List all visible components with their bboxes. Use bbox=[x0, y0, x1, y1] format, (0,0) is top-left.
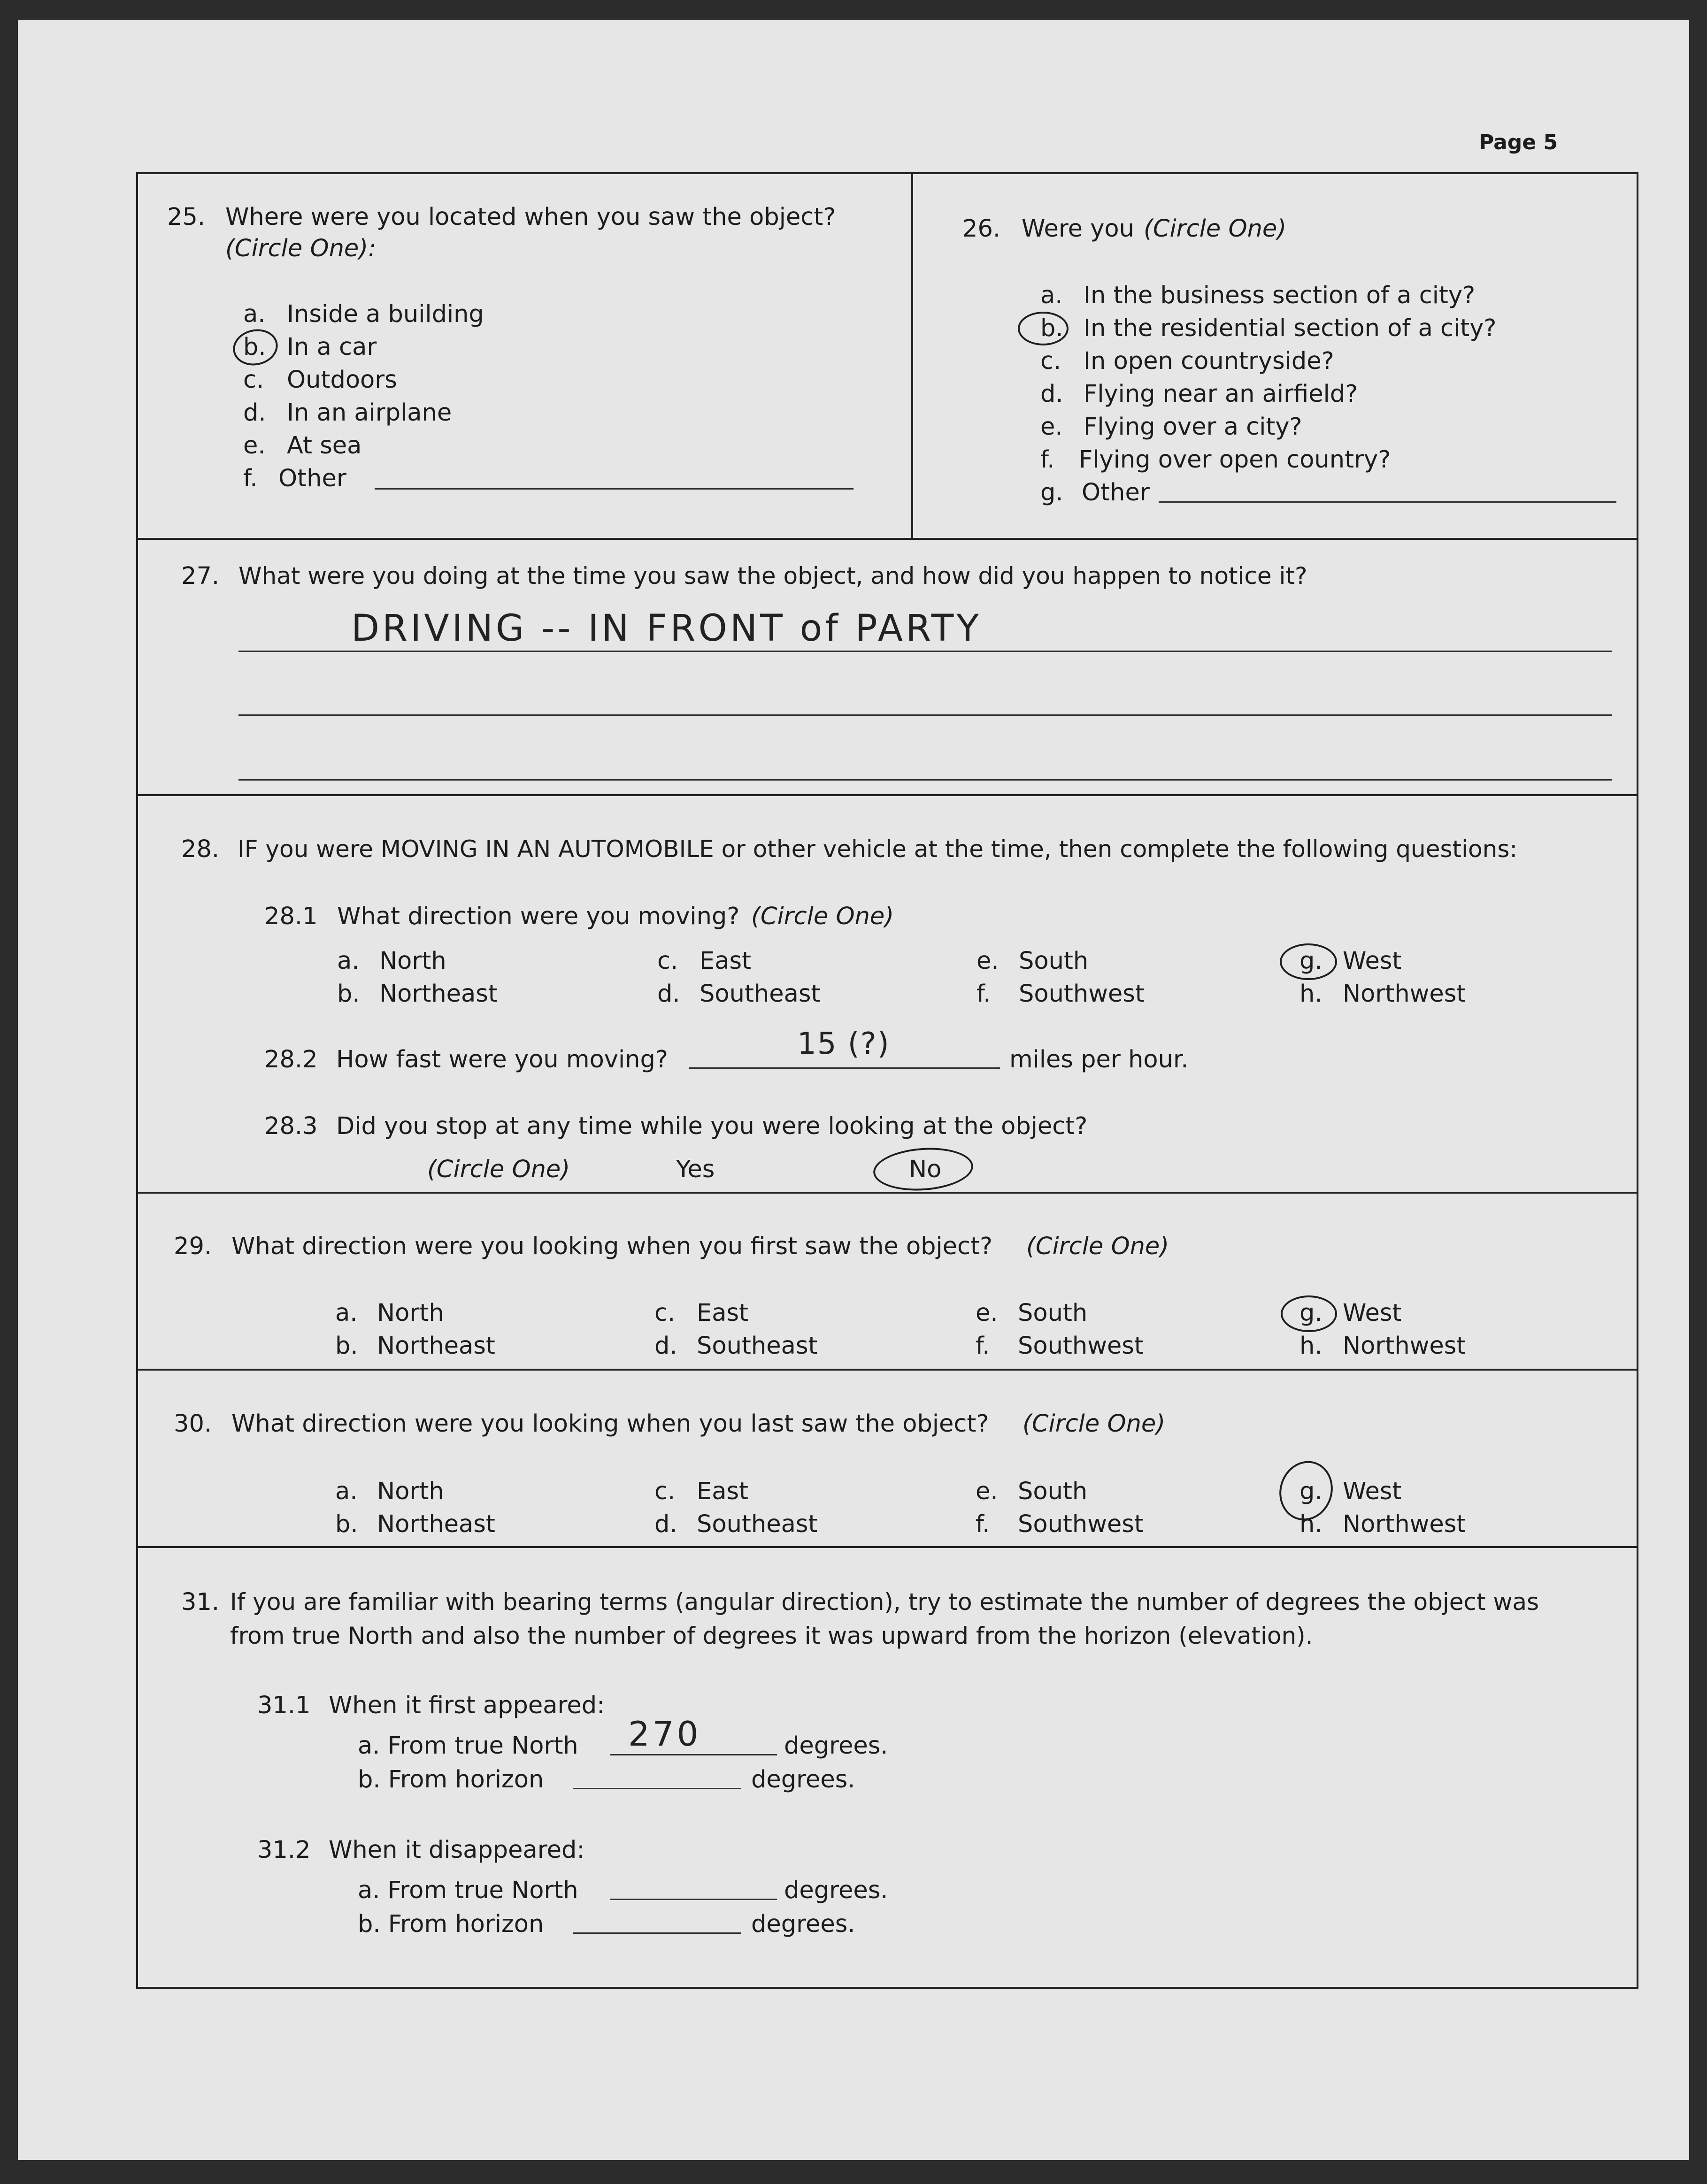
q25-option-letter: d. bbox=[243, 399, 266, 427]
q26-option-text[interactable]: In the business section of a city? bbox=[1084, 282, 1476, 309]
q26-option-text[interactable]: Flying over open country? bbox=[1079, 446, 1391, 474]
q26-option-letter: f. bbox=[1040, 446, 1055, 474]
q28-1-selection-circle bbox=[1280, 943, 1337, 980]
q28-option-text[interactable]: Northwest bbox=[1343, 980, 1466, 1008]
q26-option-text[interactable]: Flying near an airfield? bbox=[1084, 380, 1358, 408]
q28-1-text: What direction were you moving? bbox=[337, 903, 740, 930]
q28-1-instruction: (Circle One) bbox=[751, 903, 894, 930]
divider-30 bbox=[136, 1369, 1638, 1371]
q31-2-b-degrees: degrees. bbox=[751, 1910, 855, 1938]
q31-2-a-label: a. From true North bbox=[358, 1877, 578, 1904]
q28-2-handwritten-answer[interactable]: 15 (?) bbox=[797, 1027, 890, 1061]
q26-option-letter: e. bbox=[1040, 413, 1063, 441]
q30-option-letter: d. bbox=[654, 1510, 677, 1538]
q26-number: 26. bbox=[962, 215, 1001, 243]
q28-2-suffix: miles per hour. bbox=[1009, 1046, 1189, 1073]
q28-option-text[interactable]: South bbox=[1019, 947, 1089, 975]
q26-option-letter: a. bbox=[1040, 282, 1063, 309]
q31-2-a-blank[interactable] bbox=[610, 1899, 777, 1900]
frame-bottom bbox=[136, 1987, 1638, 1989]
q26-option-text[interactable]: Other bbox=[1082, 479, 1150, 506]
q29-option-letter: c. bbox=[654, 1299, 676, 1327]
q30-option-text[interactable]: West bbox=[1343, 1478, 1402, 1505]
q29-option-text[interactable]: East bbox=[697, 1299, 749, 1327]
q27-answer-line-3[interactable] bbox=[238, 779, 1612, 781]
q30-option-text[interactable]: Northeast bbox=[377, 1510, 495, 1538]
q29-option-text[interactable]: Northwest bbox=[1343, 1332, 1466, 1360]
q29-option-text[interactable]: South bbox=[1018, 1299, 1088, 1327]
q28-2-answer-blank[interactable] bbox=[689, 1067, 1000, 1069]
q25-option-text[interactable]: At sea bbox=[287, 432, 362, 460]
q30-option-letter: f. bbox=[976, 1510, 990, 1538]
q29-selection-circle bbox=[1281, 1295, 1337, 1332]
q28-option-text[interactable]: West bbox=[1343, 947, 1402, 975]
q31-1-a-handwritten-answer[interactable]: 270 bbox=[628, 1714, 701, 1754]
q29-option-text[interactable]: Southeast bbox=[697, 1332, 818, 1360]
q26-instruction: (Circle One) bbox=[1144, 215, 1287, 243]
q25-option-letter: b. bbox=[243, 333, 266, 361]
q25-text: Where were you located when you saw the object? bbox=[225, 203, 836, 231]
q29-instruction: (Circle One) bbox=[1026, 1233, 1169, 1260]
frame-right bbox=[1637, 172, 1638, 1989]
q26-option-letter: b. bbox=[1040, 314, 1063, 342]
divider-31 bbox=[136, 1546, 1638, 1548]
q30-option-text[interactable]: East bbox=[697, 1478, 749, 1505]
q26-selection-circle bbox=[1018, 312, 1069, 345]
q25-option-text[interactable]: Inside a building bbox=[287, 300, 484, 328]
q31-2-text: When it disappeared: bbox=[329, 1836, 585, 1864]
q28-2-number: 28.2 bbox=[264, 1046, 318, 1073]
q30-option-text[interactable]: Southwest bbox=[1018, 1510, 1144, 1538]
q26-other-blank[interactable] bbox=[1159, 501, 1616, 503]
q29-option-text[interactable]: Southwest bbox=[1018, 1332, 1144, 1360]
q31-1-number: 31.1 bbox=[257, 1692, 311, 1719]
q28-option-text[interactable]: North bbox=[379, 947, 446, 975]
q28-option-letter: e. bbox=[977, 947, 999, 975]
q28-3-selection-circle bbox=[872, 1145, 975, 1194]
q31-1-a-blank[interactable] bbox=[610, 1754, 777, 1755]
q30-instruction: (Circle One) bbox=[1023, 1410, 1166, 1438]
q28-option-text[interactable]: Southeast bbox=[700, 980, 821, 1008]
q31-1-b-blank[interactable] bbox=[573, 1788, 741, 1789]
q25-option-text[interactable]: In a car bbox=[287, 333, 377, 361]
q30-text: What direction were you looking when you last saw the object? bbox=[231, 1410, 989, 1438]
q28-3-instruction: (Circle One) bbox=[427, 1156, 570, 1183]
q25-option-text[interactable]: Other bbox=[278, 465, 346, 492]
q31-text-line-1: If you are familiar with bearing terms (angular direction), try to estimate the number of degrees the object was bbox=[230, 1588, 1539, 1616]
q25-selection-circle bbox=[230, 325, 281, 369]
q26-option-letter: d. bbox=[1040, 380, 1063, 408]
q25-option-text[interactable]: In an airplane bbox=[287, 399, 452, 427]
q31-1-a-label: a. From true North bbox=[358, 1732, 578, 1760]
q30-option-letter: h. bbox=[1299, 1510, 1323, 1538]
q31-1-a-degrees: degrees. bbox=[784, 1732, 888, 1760]
q28-option-letter: d. bbox=[657, 980, 680, 1008]
q25-option-letter: e. bbox=[243, 432, 266, 460]
q31-2-b-blank[interactable] bbox=[573, 1932, 741, 1934]
q28-3-no-option[interactable]: No bbox=[909, 1156, 942, 1183]
q27-answer-line-1[interactable] bbox=[238, 651, 1612, 652]
q28-3-yes-option[interactable]: Yes bbox=[676, 1156, 715, 1183]
q31-1-b-degrees: degrees. bbox=[751, 1766, 855, 1793]
q28-option-letter: b. bbox=[337, 980, 360, 1008]
q30-option-text[interactable]: Northwest bbox=[1343, 1510, 1466, 1538]
q31-2-number: 31.2 bbox=[257, 1836, 311, 1864]
q30-option-text[interactable]: South bbox=[1018, 1478, 1088, 1505]
q31-1-text: When it first appeared: bbox=[329, 1692, 605, 1719]
page-number: Page 5 bbox=[1479, 130, 1558, 154]
q30-option-letter: b. bbox=[335, 1510, 358, 1538]
q31-text-line-2: from true North and also the number of degrees it was upward from the horizon (elevation). bbox=[230, 1622, 1313, 1649]
form-page bbox=[18, 20, 1689, 2160]
q28-option-text[interactable]: Northeast bbox=[379, 980, 498, 1008]
q28-option-letter: a. bbox=[337, 947, 360, 975]
q31-2-b-label: b. From horizon bbox=[358, 1910, 544, 1938]
divider-29 bbox=[136, 1192, 1638, 1194]
q31-1-b-label: b. From horizon bbox=[358, 1766, 544, 1793]
q29-text: What direction were you looking when you first saw the object? bbox=[231, 1233, 993, 1260]
q29-option-letter: a. bbox=[335, 1299, 358, 1327]
divider-28 bbox=[136, 794, 1638, 796]
q27-handwritten-answer[interactable]: DRIVING -- IN FRONT of PARTY bbox=[351, 607, 982, 650]
q31-2-a-degrees: degrees. bbox=[784, 1877, 888, 1904]
q25-option-letter: a. bbox=[243, 300, 266, 328]
q28-number: 28. bbox=[181, 835, 220, 863]
q28-option-letter: g. bbox=[1299, 947, 1323, 975]
q29-option-letter: b. bbox=[335, 1332, 358, 1360]
q31-number: 31. bbox=[181, 1588, 220, 1616]
q25-instruction: (Circle One): bbox=[225, 235, 377, 262]
q28-1-number: 28.1 bbox=[264, 903, 318, 930]
frame-top bbox=[136, 172, 1638, 174]
q29-option-text[interactable]: West bbox=[1343, 1299, 1402, 1327]
q29-option-letter: f. bbox=[976, 1332, 990, 1360]
q25-option-text[interactable]: Outdoors bbox=[287, 366, 397, 394]
q28-option-text[interactable]: Southwest bbox=[1019, 980, 1145, 1008]
q26-option-text[interactable]: In the residential section of a city? bbox=[1084, 314, 1497, 342]
q28-3-number: 28.3 bbox=[264, 1112, 318, 1140]
q30-option-letter: a. bbox=[335, 1478, 358, 1505]
q26-option-letter: c. bbox=[1040, 347, 1061, 375]
divider-25-26 bbox=[911, 172, 913, 538]
q28-2-text: How fast were you moving? bbox=[336, 1046, 668, 1073]
q28-text: IF you were MOVING IN AN AUTOMOBILE or other vehicle at the time, then complete the following questions: bbox=[238, 835, 1518, 863]
q30-option-text[interactable]: Southeast bbox=[697, 1510, 818, 1538]
q29-option-letter: g. bbox=[1299, 1299, 1323, 1327]
q30-option-text[interactable]: North bbox=[377, 1478, 444, 1505]
q26-text: Were you bbox=[1022, 215, 1134, 243]
frame-left bbox=[136, 172, 138, 1989]
q30-number: 30. bbox=[174, 1410, 212, 1438]
q30-option-letter: g. bbox=[1299, 1478, 1323, 1505]
q29-option-text[interactable]: Northeast bbox=[377, 1332, 495, 1360]
q26-option-text[interactable]: In open countryside? bbox=[1084, 347, 1334, 375]
q28-3-text: Did you stop at any time while you were looking at the object? bbox=[336, 1112, 1088, 1140]
q26-option-letter: g. bbox=[1040, 479, 1063, 506]
q25-option-letter: c. bbox=[243, 366, 264, 394]
q30-option-letter: c. bbox=[654, 1478, 676, 1505]
q27-number: 27. bbox=[181, 562, 220, 590]
q28-option-letter: f. bbox=[977, 980, 991, 1008]
q27-answer-line-2[interactable] bbox=[238, 714, 1612, 716]
q29-option-letter: d. bbox=[654, 1332, 677, 1360]
q25-number: 25. bbox=[167, 203, 206, 231]
q27-text: What were you doing at the time you saw the object, and how did you happen to notice it? bbox=[238, 562, 1307, 590]
divider-27 bbox=[136, 538, 1638, 540]
q29-option-text[interactable]: North bbox=[377, 1299, 444, 1327]
q25-option-letter: f. bbox=[243, 465, 258, 492]
q29-number: 29. bbox=[174, 1233, 212, 1260]
q29-option-letter: h. bbox=[1299, 1332, 1323, 1360]
q28-option-text[interactable]: East bbox=[700, 947, 752, 975]
q26-option-text[interactable]: Flying over a city? bbox=[1084, 413, 1302, 441]
q28-option-letter: c. bbox=[657, 947, 678, 975]
q28-option-letter: h. bbox=[1299, 980, 1323, 1008]
q25-other-blank[interactable] bbox=[375, 488, 854, 490]
q30-option-letter: e. bbox=[976, 1478, 998, 1505]
q29-option-letter: e. bbox=[976, 1299, 998, 1327]
q30-selection-circle bbox=[1272, 1454, 1340, 1527]
